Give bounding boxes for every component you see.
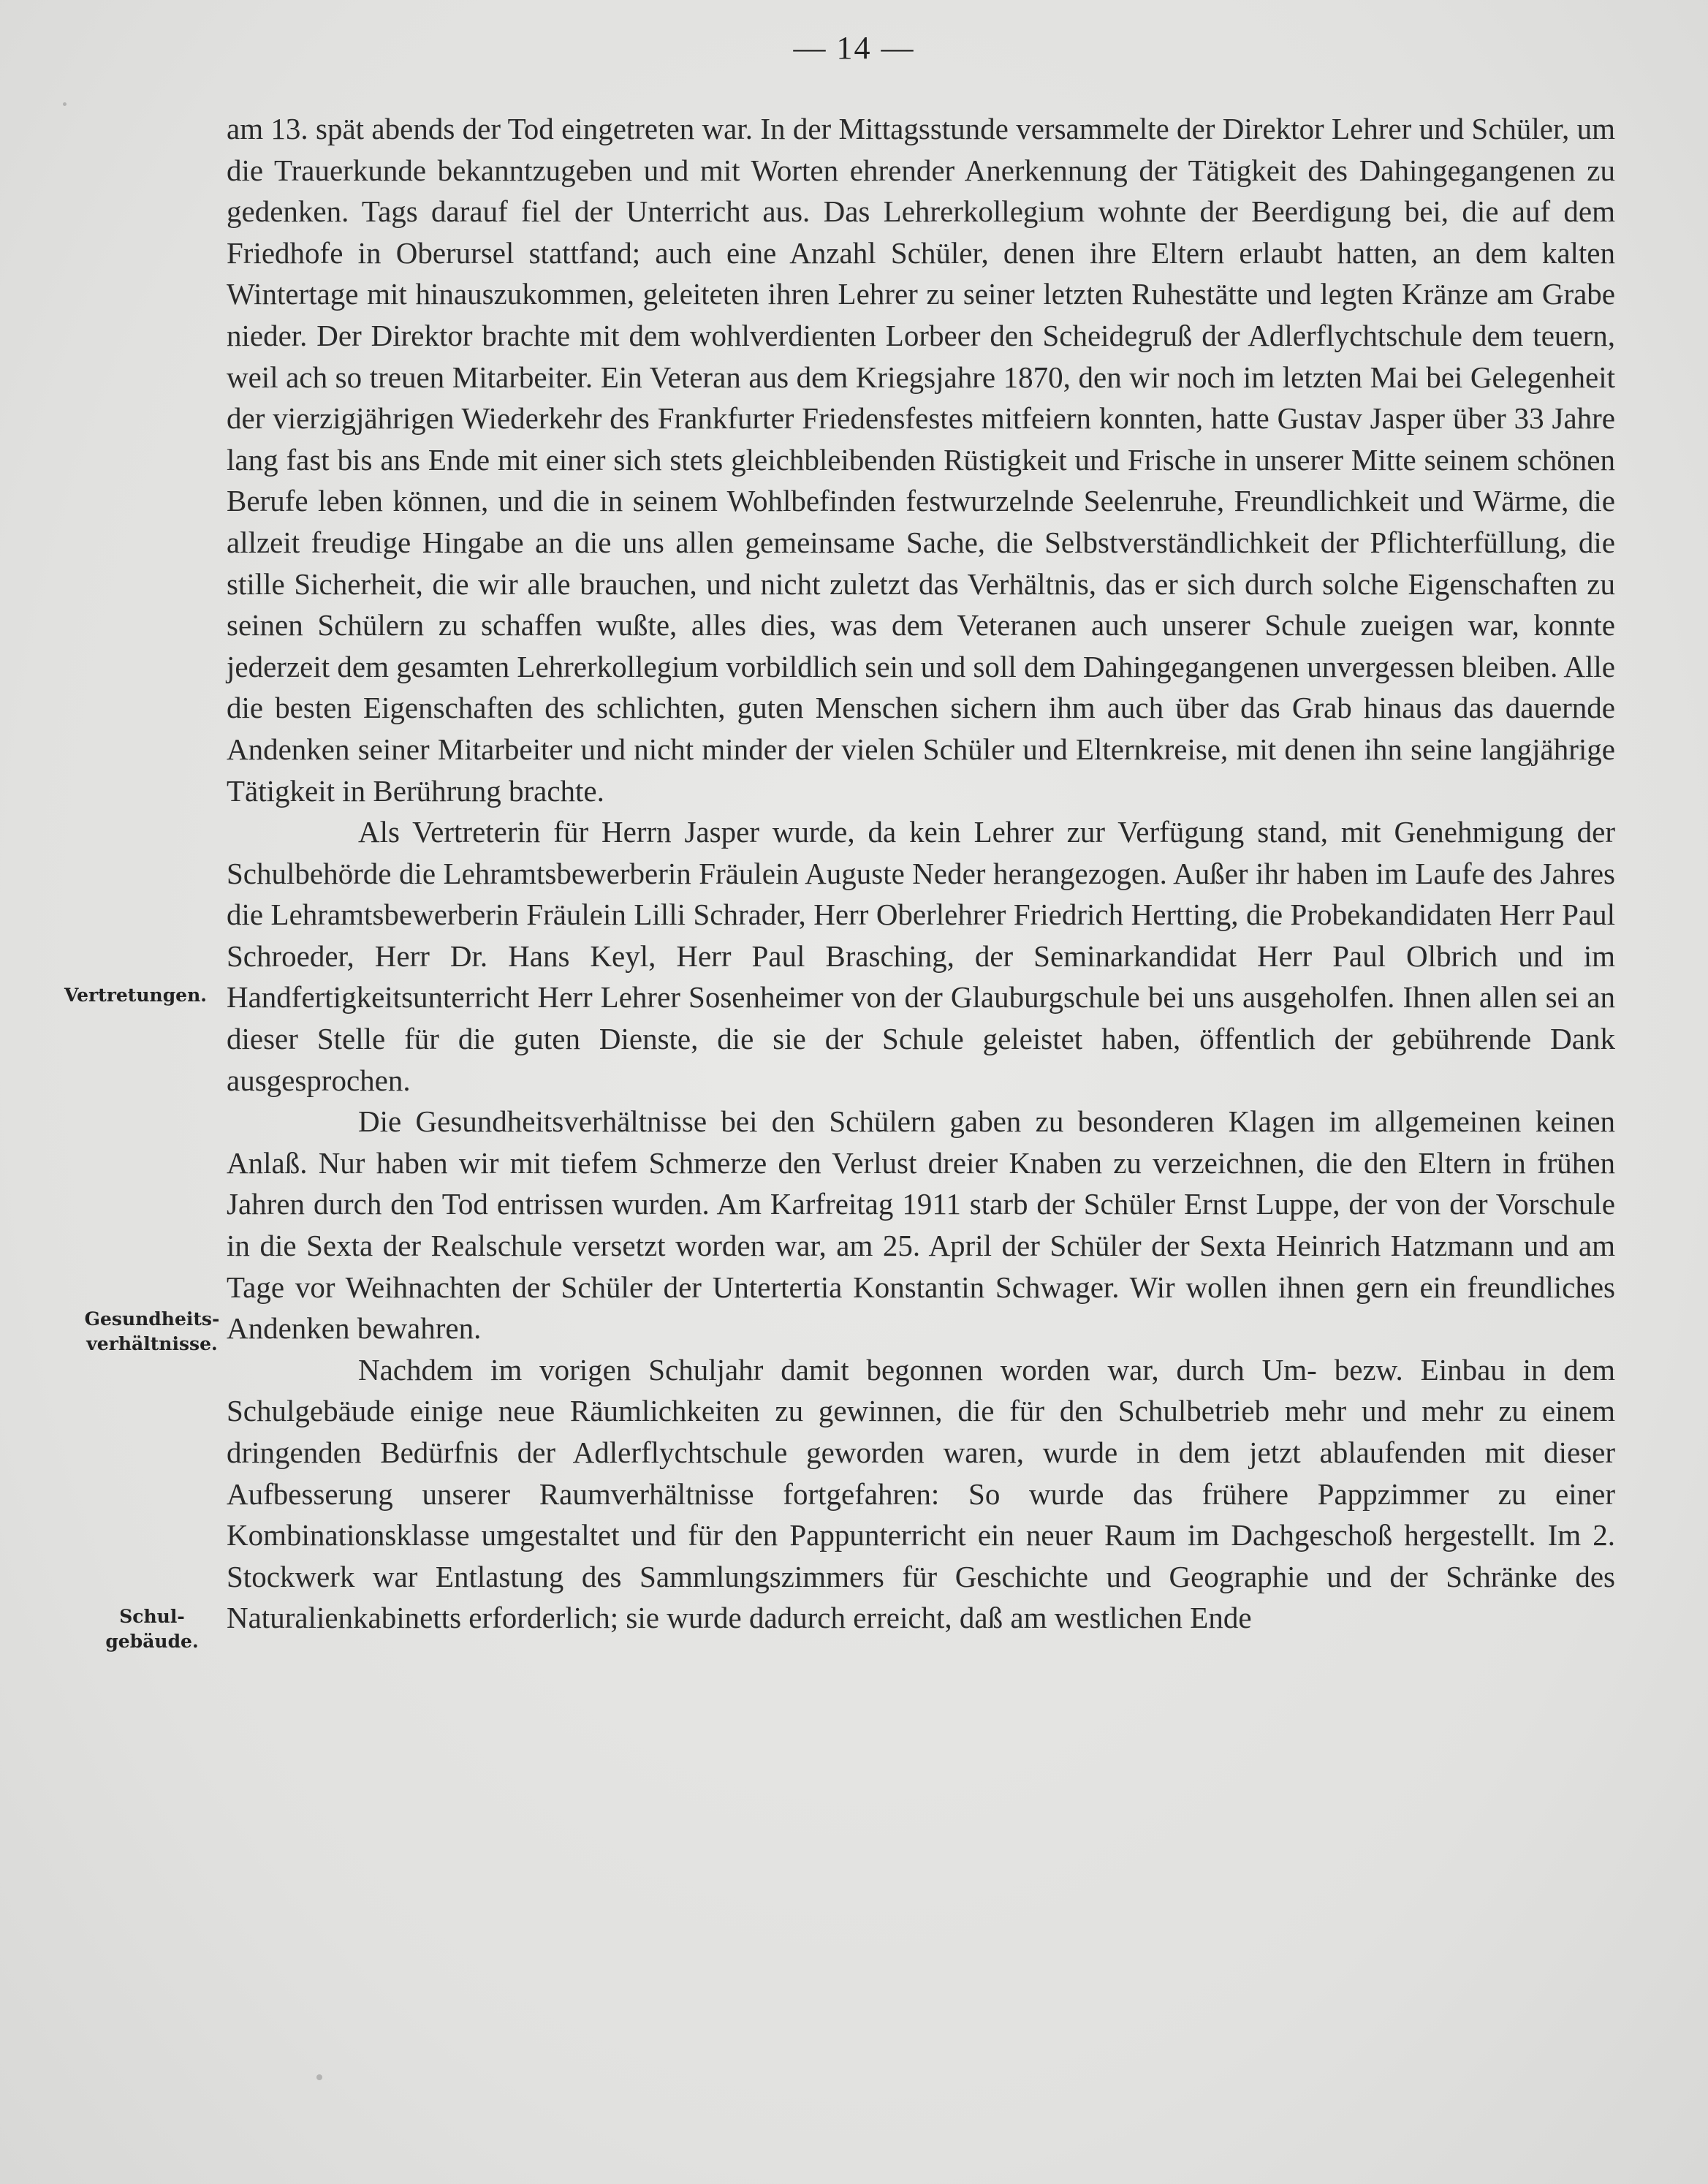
paper-speck bbox=[316, 2074, 322, 2080]
paragraph-vertretungen: Als Vertreterin für Herrn Jasper wurde, da kein Lehrer zur Verfügung stand, mit Genehmigung der Schulbehörde die Lehramtsbewerberin Fräulein Auguste Neder herangezogen. Außer ihr haben im Laufe des Jahres die Lehramtsbewerberin Fräulein Lilli Schrader, Herr Oberlehrer Friedrich Hertting, die Probekandidaten Herr Paul Schroeder, Herr Dr. Hans Keyl, Herr Paul Brasching, der Seminarkandidat Herr Paul Olbrich und im Handfertigkeitsunterricht Herr Lehrer Sosenheimer von der Glauburgschule bei uns ausgeholfen. Ihnen allen sei an dieser Stelle für die guten Dienste, die sie der Schule geleistet haben, öffentlich der gebührende Dank ausgesprochen. bbox=[227, 815, 1615, 1097]
body-text bbox=[227, 108, 1615, 1639]
paragraph-schulgebaeude: Nachdem im vorigen Schuljahr damit begonnen worden war, durch Um- bezw. Einbau in dem Schulgebäude einige neue Räumlichkeiten zu gewinnen, die für den Schulbetrieb mehr und mehr zu einem dringenden Bedürfnis der Adlerflychtschule geworden waren, wurde in dem jetzt ablaufenden mit dieser Aufbesserung unserer Raumverhältnisse fortgefahren: So wurde das frühere Pappzimmer zu einer Kombinationsklasse umgestaltet und für den Pappunterricht ein neuer Raum im Dachgeschoß hergestellt. Im 2. Stockwerk war Entlastung des Sammlungszimmers für Geschichte und Geographie und der Schränke des Naturalienkabinetts erforderlich; sie wurde dadurch erreicht, daß am westlichen Ende bbox=[227, 1352, 1615, 1635]
paper-speck bbox=[63, 102, 67, 106]
marginal-note-vertretungen: Vertretungen. bbox=[64, 985, 207, 1006]
paragraph-gesundheit: Die Gesundheitsverhältnisse bei den Schülern gaben zu besonderen Klagen im allgemeinen keinen Anlaß. Nur haben wir mit tiefem Schmerze den Verlust dreier Knaben zu verzeichnen, die den Eltern in frühen Jahren durch den Tod entrissen wurden. Am Karfreitag 1911 starb der Schüler Ernst Luppe, der von der Vorschule in die Sexta der Realschule versetzt worden war, am 25. April der Schüler der Sexta Heinrich Hatzmann und am Tage vor Weihnachten der Schüler der Untertertia Konstantin Schwager. Wir wollen ihnen gern ein freundliches Andenken bewahren. bbox=[227, 1104, 1615, 1346]
marginal-note-gesundheitsverhaeltnisse: Gesundheits- verhältnisse. bbox=[84, 1308, 220, 1354]
page-number: — 14 — bbox=[793, 30, 915, 66]
paragraph-jasper-obituary: am 13. spät abends der Tod eingetreten war. In der Mittagsstunde versammelte der Direktor Lehrer und Schüler, um die Trauerkunde bekanntzugeben und mit Worten ehrender Anerkennung der Tätigkeit des Dahingegangenen zu gedenken. Tags darauf fiel der Unterricht aus. Das Lehrerkollegium wohnte der Beerdigung bei, die auf dem Friedhofe in Oberursel stattfand; auch eine Anzahl Schüler, denen ihre Eltern erlaubt hatten, an dem kalten Wintertage mit hinauszukommen, geleiteten ihren Lehrer zu seiner letzten Ruhestätte und legten Kränze am Grabe nieder. Der Direktor brachte mit dem wohlverdienten Lorbeer den Scheidegruß der Adlerflychtschule dem teuern, weil ach so treuen Mitarbeiter. Ein Veteran aus dem Kriegsjahre 1870, den wir noch im letzten Mai bei Gelegenheit der vierzigjährigen Wiederkehr des Frankfurter Friedensfestes mitfeiern konnten, hatte Gustav Jasper über 33 Jahre lang fast bis ans Ende mit einer sich stets gleichbleibenden Rüstigkeit und Frische in unserer Mitte seinem schönen Berufe leben können, und die in seinem Wohlbefinden festwurzelnde Seelenruhe, Freundlichkeit und Wärme, die allzeit freudige Hingabe an die uns allen gemeinsame Sache, die Selbstverständlichkeit der Pflichterfüllung, die stille Sicherheit, die wir alle brauchen, und nicht zuletzt das Verhältnis, das er sich durch solche Eigenschaften zu seinen Schülern zu schaffen wußte, alles dies, was dem Veteranen auch unserer Schule zueigen war, konnte jederzeit dem gesamten Lehrerkollegium vorbildlich sein und soll dem Dahingegangenen unvergessen bleiben. Alle die besten Eigenschaften des schlichten, guten Menschen sichern ihm auch über das Grab hinaus das dauernde Andenken seiner Mitarbeiter und nicht minder der vielen Schüler und Elternkreise, mit denen ihn seine langjährige Tätigkeit in Berührung brachte. bbox=[227, 112, 1615, 808]
marginal-note-schulgebaeude: Schul- gebäude. bbox=[105, 1606, 199, 1652]
